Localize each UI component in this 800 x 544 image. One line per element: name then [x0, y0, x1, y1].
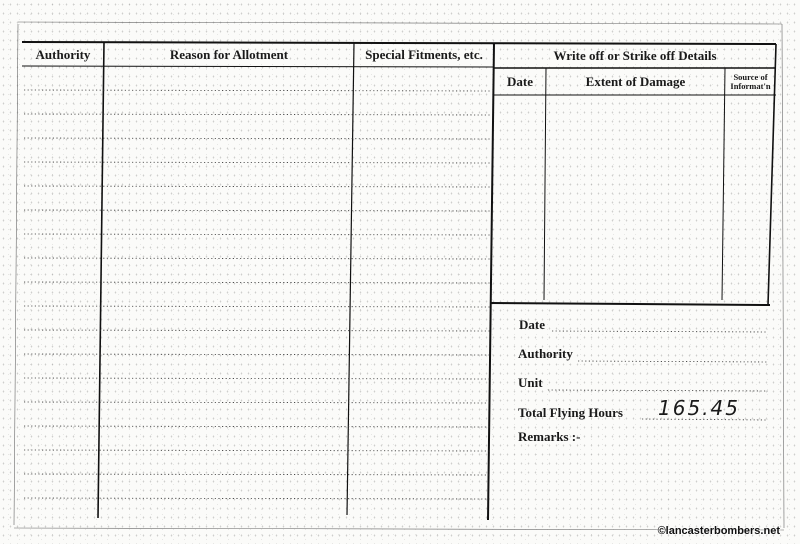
- header-special-fitments: Special Fitments, etc.: [365, 47, 483, 62]
- header-extent-of-damage: Extent of Damage: [585, 74, 686, 89]
- header-write-off-details: Write off or Strike off Details: [553, 48, 717, 63]
- details-unit-label: Unit: [518, 375, 543, 390]
- flying-hours-value: 165.45: [658, 396, 740, 420]
- copyright-watermark: ©lancasterbombers.net: [657, 525, 780, 537]
- header-source-of-information: [725, 73, 776, 91]
- details-flying-hours-label: Total Flying Hours: [518, 405, 623, 420]
- details-remarks-label: Remarks :-: [518, 429, 581, 444]
- header-source-line1: Source of: [733, 72, 768, 82]
- header-write-off-date: Date: [507, 74, 533, 89]
- header-authority: Authority: [35, 47, 91, 62]
- details-authority-label: Authority: [518, 346, 573, 361]
- header-source-line2: Informat'n: [730, 81, 771, 91]
- header-reason-for-allotment: Reason for Allotment: [169, 47, 289, 62]
- details-date-label: Date: [519, 317, 545, 332]
